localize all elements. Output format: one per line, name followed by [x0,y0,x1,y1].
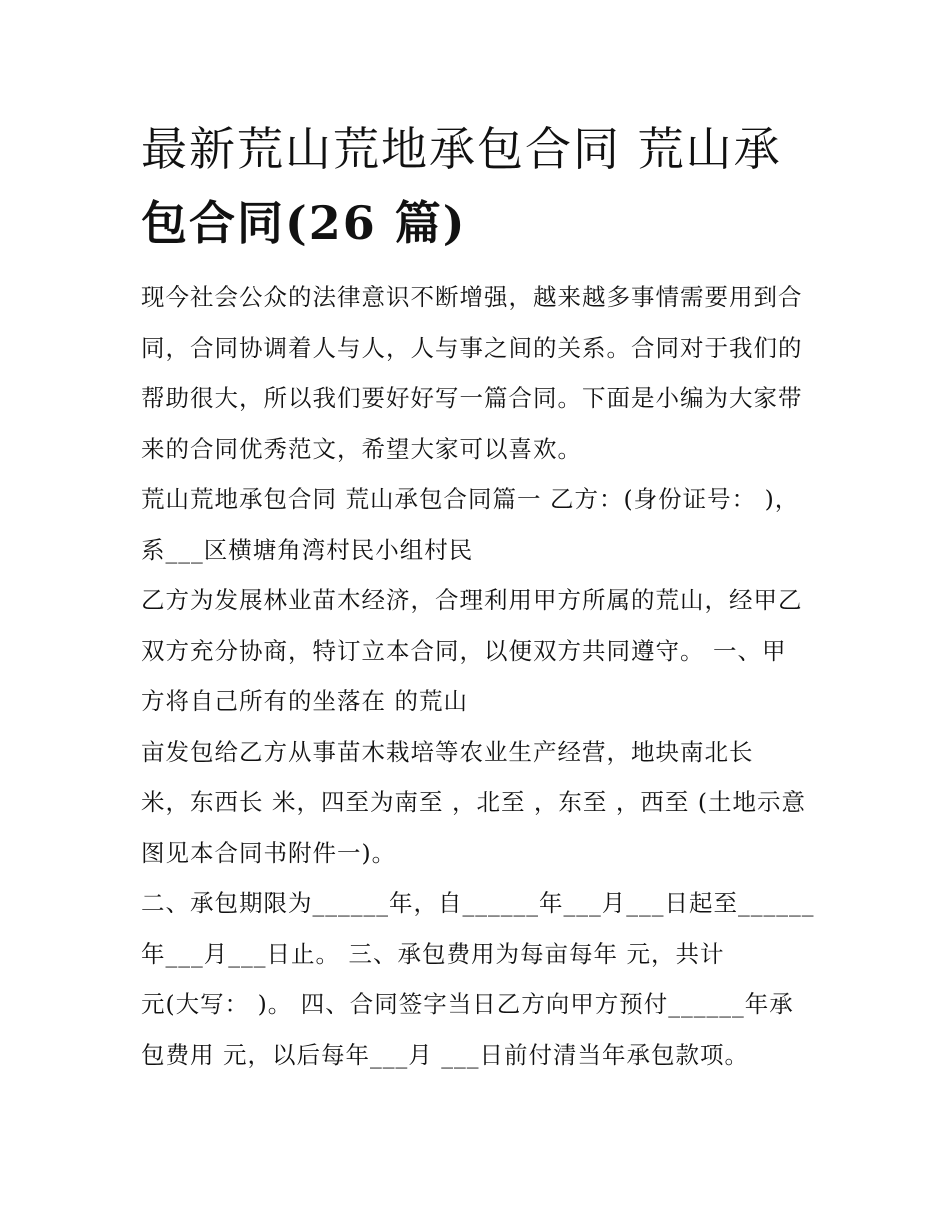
body-line: 方将自己所有的坐落在 的荒山 [141,687,468,715]
body-line: 米，东西长 米，四至为南至 ，北至 ，东至 ，西至 (土地示意 [141,788,807,816]
title-line-1: 最新荒山荒地承包合同 荒山承 [141,122,782,176]
body-line: 系___区横塘角湾村民小组村民 [141,535,474,564]
document-title [141,112,813,260]
document-page [141,112,813,1080]
body-line: 元(大写： )。 四、合同签字当日乙方向甲方预付______年承 [141,990,794,1018]
document-body [141,272,813,1080]
body-line: 双方充分协商，特订立本合同，以便双方共同遵守。 一、甲 [141,636,787,665]
body-line: 图见本合同书附件一)。 [141,838,397,867]
body-line: 乙方为发展林业苗木经济，合理利用甲方所属的荒山，经甲乙 [141,586,803,614]
body-line: 来的合同优秀范文，希望大家可以喜欢。 [141,434,582,463]
title-line-2: 包合同(26 篇) [141,196,467,250]
body-line: 年___月___日止。 三、承包费用为每亩每年 元，共计 [141,939,725,968]
body-line: 亩发包给乙方从事苗木栽培等农业生产经营，地块南北长 [141,737,754,766]
body-line: 荒山荒地承包合同 荒山承包合同篇一 乙方：(身份证号： )， [141,485,800,513]
body-line: 二、承包期限为______年，自______年___月___日起至______ [141,889,815,917]
body-line: 帮助很大，所以我们要好好写一篇合同。下面是小编为大家带 [141,384,803,412]
body-line: 现今社会公众的法律意识不断增强，越来越多事情需要用到合 [141,283,803,311]
body-line: 包费用 元，以后每年___月 ___日前付清当年承包款项。 [141,1040,749,1069]
body-line: 同，合同协调着人与人，人与事之间的关系。合同对于我们的 [141,333,803,362]
